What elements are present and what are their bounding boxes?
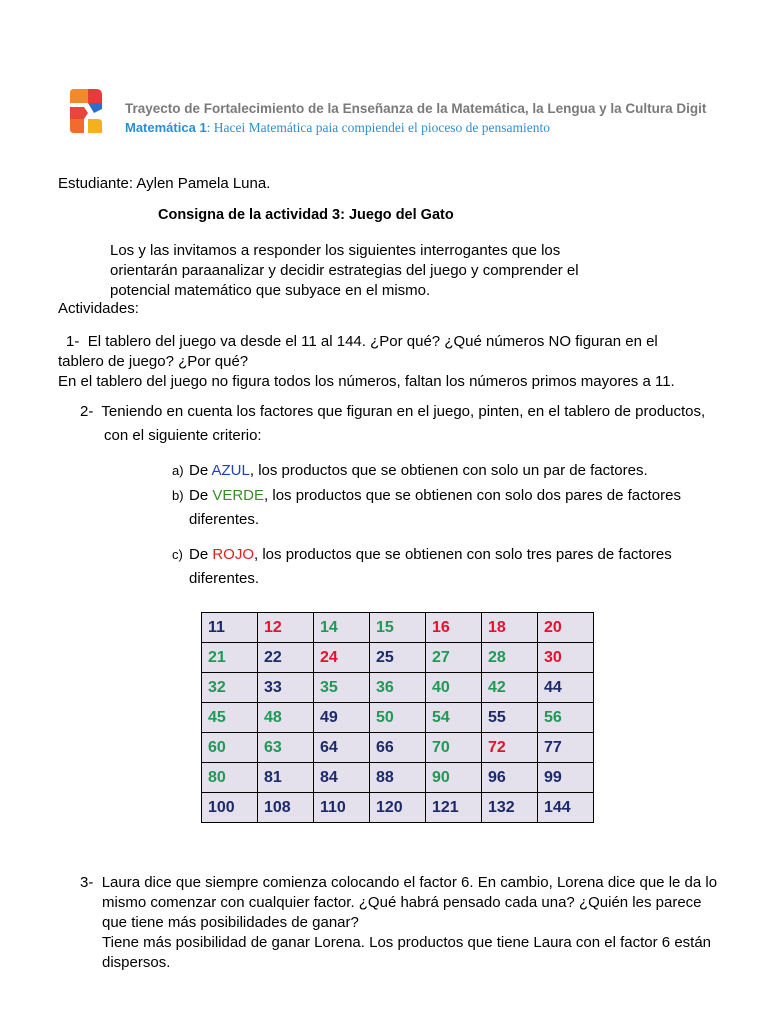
subtitle-text: : Hacei Matemática paia compiendei el pioceso de pensamiento xyxy=(206,120,551,135)
products-board xyxy=(201,612,594,823)
intro-line: potencial matemático que subyace en el mismo. xyxy=(110,282,431,299)
board-cell: 64 xyxy=(314,733,370,763)
activity-title: Consigna de la actividad 3: Juego del Gato xyxy=(158,207,454,223)
board-cell: 32 xyxy=(202,673,258,703)
board-cell: 72 xyxy=(482,733,538,763)
intro-line: Los y las invitamos a responder los siguientes interrogantes que los xyxy=(110,242,561,259)
board-cell: 24 xyxy=(314,643,370,673)
intro-paragraph xyxy=(110,241,630,301)
board-cell: 28 xyxy=(482,643,538,673)
board-cell: 20 xyxy=(538,613,594,643)
question-3 xyxy=(80,873,748,973)
option-b xyxy=(172,484,746,532)
board-row xyxy=(202,643,594,673)
option-prefix: De xyxy=(189,487,213,504)
program-subtitle xyxy=(125,120,550,136)
board-row xyxy=(202,763,594,793)
board-cell: 22 xyxy=(258,643,314,673)
board-cell: 110 xyxy=(314,793,370,823)
board-cell: 14 xyxy=(314,613,370,643)
board-cell: 25 xyxy=(370,643,426,673)
board-cell: 84 xyxy=(314,763,370,793)
board-cell: 48 xyxy=(258,703,314,733)
board-cell: 50 xyxy=(370,703,426,733)
option-a xyxy=(172,459,746,483)
board-cell: 15 xyxy=(370,613,426,643)
program-logo xyxy=(68,87,104,135)
board-cell: 60 xyxy=(202,733,258,763)
board-cell: 81 xyxy=(258,763,314,793)
board-cell: 99 xyxy=(538,763,594,793)
option-prefix: De xyxy=(189,546,213,563)
question-text: El tablero del juego va desde el 11 al 144. ¿Por qué? ¿Qué números NO figuran en el xyxy=(87,333,658,350)
board-row xyxy=(202,733,594,763)
board-cell: 36 xyxy=(370,673,426,703)
option-text: , los productos que se obtienen con solo un par de factores. xyxy=(249,462,648,479)
color-word-verde: VERDE xyxy=(212,487,265,504)
answer-3-line1: Tiene más posibilidad de ganar Lorena. Los productos que tiene Laura con el factor 6 están xyxy=(102,934,712,951)
option-prefix: De xyxy=(189,462,212,479)
question-number: 2- xyxy=(80,403,94,420)
board-cell: 88 xyxy=(370,763,426,793)
board-cell: 66 xyxy=(370,733,426,763)
student-name: Estudiante: Aylen Pamela Luna. xyxy=(58,175,271,192)
option-continuation: diferentes. xyxy=(189,511,260,528)
board-cell: 100 xyxy=(202,793,258,823)
board-cell: 18 xyxy=(482,613,538,643)
question-3-line2: mismo comenzar con cualquier factor. ¿Qué habrá pensado cada una? ¿Quién les parece xyxy=(102,894,702,911)
board-cell: 108 xyxy=(258,793,314,823)
subtitle-number: 1 xyxy=(199,120,207,135)
question-text: Laura dice que siempre comienza colocando el factor 6. En cambio, Lorena dice que le da lo xyxy=(101,874,718,891)
question-number: 1- xyxy=(66,333,80,350)
option-text: , los productos que se obtienen con solo tres pares de factores xyxy=(254,546,672,563)
board-cell: 80 xyxy=(202,763,258,793)
board-cell: 96 xyxy=(482,763,538,793)
board-cell: 35 xyxy=(314,673,370,703)
board-cell: 70 xyxy=(426,733,482,763)
question-1-line2: tablero de juego? ¿Por qué? xyxy=(58,353,249,370)
question-2-line1 xyxy=(80,400,748,424)
question-1-line1 xyxy=(58,332,738,352)
question-3-line1 xyxy=(80,873,748,893)
board-cell: 55 xyxy=(482,703,538,733)
question-3-line3: que tiene más posibilidades de ganar? xyxy=(102,914,359,931)
question-2-line2: con el siguiente criterio: xyxy=(104,427,262,444)
option-text: , los productos que se obtienen con solo dos pares de factores xyxy=(264,487,681,504)
board-cell: 63 xyxy=(258,733,314,763)
board-cell: 54 xyxy=(426,703,482,733)
board-cell: 30 xyxy=(538,643,594,673)
board-cell: 132 xyxy=(482,793,538,823)
board-cell: 120 xyxy=(370,793,426,823)
question-number: 3- xyxy=(80,874,94,891)
program-title: Trayecto de Fortalecimiento de la Enseñanza de la Matemática, la Lengua y la Cultura Digit xyxy=(125,101,707,116)
option-marker: a) xyxy=(172,463,184,478)
board-cell: 90 xyxy=(426,763,482,793)
board-row xyxy=(202,793,594,823)
color-word-azul: AZUL xyxy=(211,462,250,479)
board-cell: 44 xyxy=(538,673,594,703)
board-cell: 27 xyxy=(426,643,482,673)
subtitle-label: Matemática xyxy=(125,120,196,135)
board-cell: 56 xyxy=(538,703,594,733)
question-2 xyxy=(80,400,748,448)
board-cell: 49 xyxy=(314,703,370,733)
activities-heading: Actividades: xyxy=(58,300,139,317)
question-1 xyxy=(58,332,738,392)
board-row xyxy=(202,673,594,703)
option-marker: c) xyxy=(172,547,183,562)
option-c xyxy=(172,543,746,591)
board-row xyxy=(202,703,594,733)
board-cell: 21 xyxy=(202,643,258,673)
color-word-rojo: ROJO xyxy=(212,546,255,563)
option-continuation: diferentes. xyxy=(189,570,260,587)
intro-line: orientarán paraanalizar y decidir estrategias del juego y comprender el xyxy=(110,262,579,279)
option-marker: b) xyxy=(172,488,184,503)
board-cell: 40 xyxy=(426,673,482,703)
board-row xyxy=(202,613,594,643)
board-cell: 77 xyxy=(538,733,594,763)
board-cell: 121 xyxy=(426,793,482,823)
board-cell: 42 xyxy=(482,673,538,703)
question-text: Teniendo en cuenta los factores que figuran en el juego, pinten, en el tablero de productos, xyxy=(101,403,706,420)
board-cell: 12 xyxy=(258,613,314,643)
answer-3-line2: dispersos. xyxy=(102,954,171,971)
board-cell: 16 xyxy=(426,613,482,643)
board-cell: 45 xyxy=(202,703,258,733)
answer-1: En el tablero del juego no figura todos los números, faltan los números primos mayores a 11. xyxy=(58,373,675,390)
board-cell: 144 xyxy=(538,793,594,823)
board-cell: 33 xyxy=(258,673,314,703)
board-cell: 11 xyxy=(202,613,258,643)
